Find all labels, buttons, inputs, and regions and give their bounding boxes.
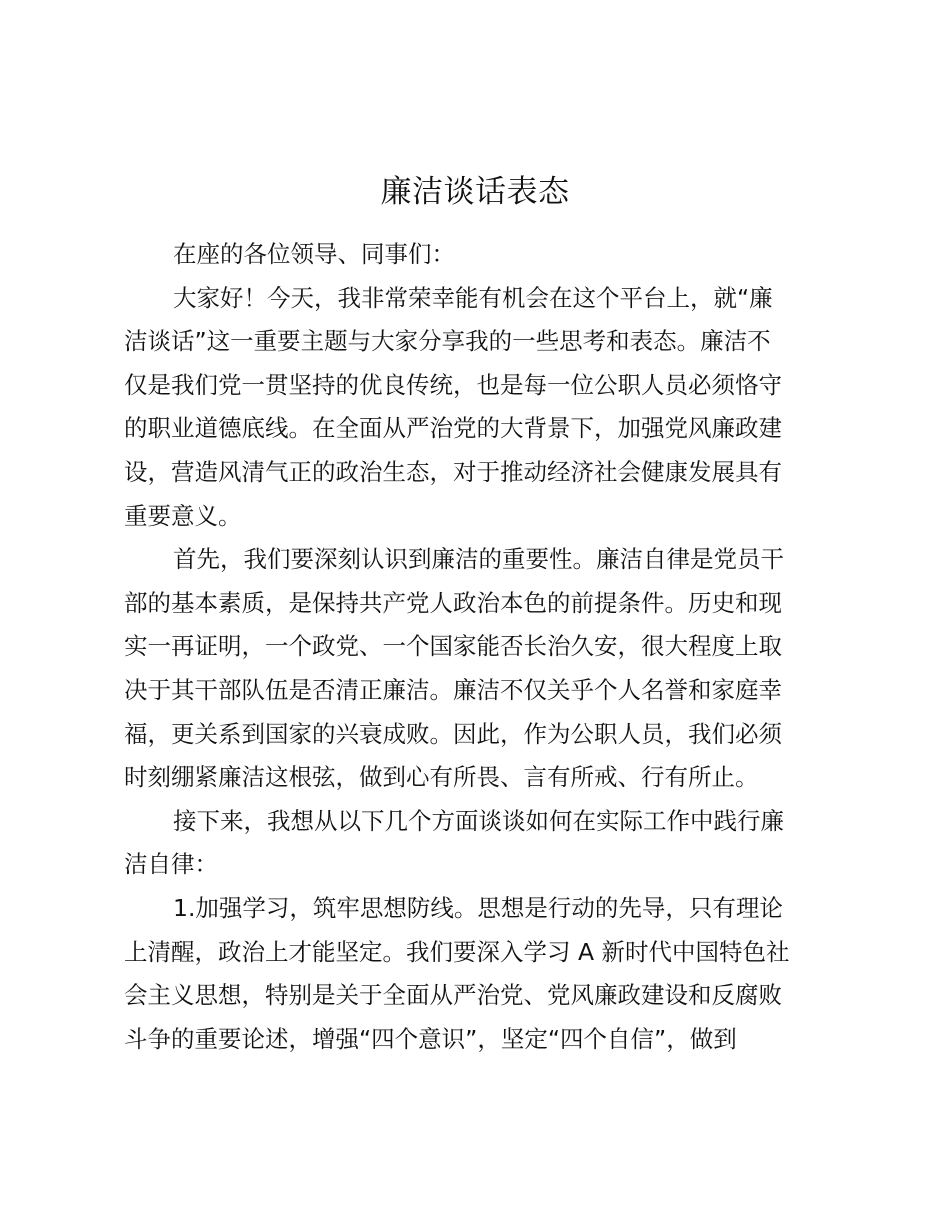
body-line: 1.加强学习，筑牢思想防线。思想是行动的先导，只有理论 (173, 893, 783, 922)
body-line: 接下来，我想从以下几个方面谈谈如何在实际工作中践行廉 (173, 806, 784, 835)
body-line: 洁自律： (124, 850, 218, 879)
body-line: 会主义思想，特别是关于全面从严治党、党风廉政建设和反腐败 (124, 981, 782, 1010)
body-line: 首先，我们要深刻认识到廉洁的重要性。廉洁自律是党员干 (173, 545, 784, 574)
body-line: 仅是我们党一贯坚持的优良传统，也是每一位公职人员必须恪守 (124, 370, 782, 399)
body-line: 时刻绷紧廉洁这根弦，做到心有所畏、言有所戒、行有所止。 (124, 763, 759, 792)
body-line: 洁谈话”这一重要主题与大家分享我的一些思考和表态。廉洁不 (124, 327, 771, 356)
body-line: 的职业道德底线。在全面从严治党的大背景下，加强党风廉政建 (124, 414, 782, 443)
document-title: 廉洁谈话表态 (380, 174, 570, 210)
body-line: 重要意义。 (124, 501, 242, 530)
body-line: 设，营造风清气正的政治生态，对于推动经济社会健康发展具有 (124, 457, 782, 486)
body-line: 大家好！今天，我非常荣幸能有机会在这个平台上，就“廉 (173, 283, 773, 312)
body-line: 部的基本素质，是保持共产党人政治本色的前提条件。历史和现 (124, 588, 782, 617)
body-line: 决于其干部队伍是否清正廉洁。廉洁不仅关乎个人名誉和家庭幸 (124, 675, 782, 704)
document-body (124, 233, 824, 1061)
body-line: 在座的各位领导、同事们： (173, 240, 455, 268)
body-line: 福，更关系到国家的兴衰成败。因此，作为公职人员，我们必须 (124, 719, 782, 748)
body-line: 上清醒，政治上才能坚定。我们要深入学习 A 新时代中国特色社 (124, 937, 790, 966)
body-line: 斗争的重要论述，增强“四个意识”，坚定“四个自信”，做到 (124, 1024, 737, 1053)
body-line: 实一再证明，一个政党、一个国家能否长治久安，很大程度上取 (124, 632, 782, 661)
